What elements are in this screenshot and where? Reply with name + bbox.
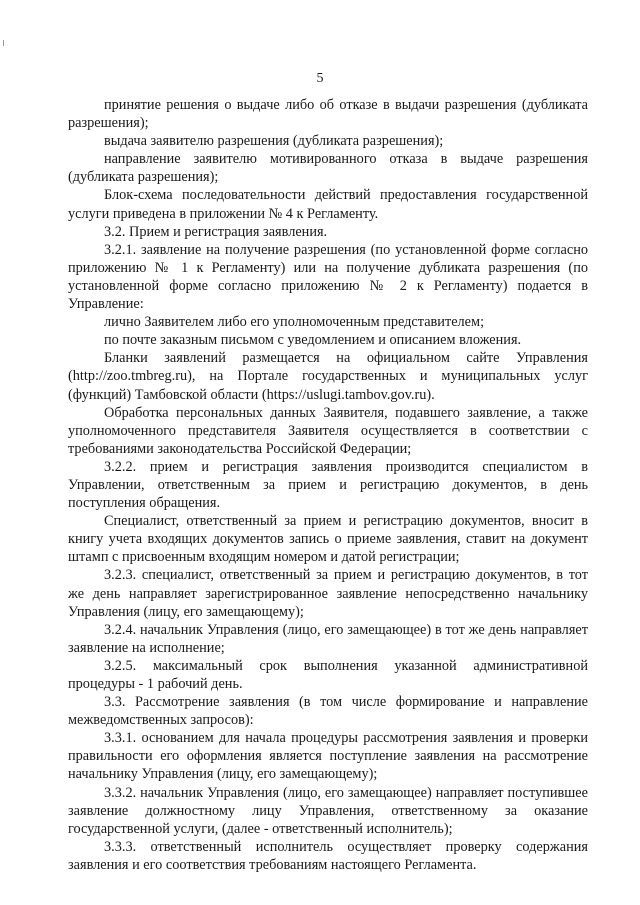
paragraph-personal-data: Обработка персональных данных Заявителя, подавшего заявление, а также уполномоченного представителя Заявителя осуществляется в соответствии с требованиями законодательства Российской Федерации; <box>68 404 588 457</box>
paragraph-issue-permit: выдача заявителю разрешения (дубликата разрешения); <box>104 133 444 150</box>
paragraph-3-2-1: 3.2.1. заявление на получение разрешения (по установленной форме согласно приложению № 1 к Регламенту) или на получение дубликата разрешения (по установленной форме согласно приложению № 2 к Регламенту) подается в Управление: <box>68 241 588 313</box>
paragraph-3-2-5: 3.2.5. максимальный срок выполнения указанной административной процедуры - 1 рабочий день. <box>68 657 588 692</box>
paragraph-flowchart: Блок-схема последовательности действий предоставления государственной услуги приведена в приложении № 4 к Регламенту. <box>68 187 588 222</box>
paragraph-specialist: Специалист, ответственный за прием и регистрацию документов, вносит в книгу учета входящих документов запись о приеме заявления, ставит на документ штамп с присвоенным входящим номером и датой регистрации; <box>68 513 588 566</box>
page-number: 5 <box>316 71 324 86</box>
paragraph-by-mail: по почте заказным письмом с уведомлением и описанием вложения. <box>104 332 522 349</box>
paragraph-3-3-1: 3.3.1. основанием для начала процедуры рассмотрения заявления и проверки правильности его оформления является поступление заявления на рассмотрение начальнику Управления (лицу, его замещающему); <box>68 730 588 783</box>
paragraph-refusal: направление заявителю мотивированного отказа в выдаче разрешения (дубликата разрешения); <box>68 151 588 186</box>
document-body <box>68 96 588 874</box>
scan-edge-mark <box>3 40 4 46</box>
paragraph-3-2-3: 3.2.3. специалист, ответственный за прием и регистрацию документов, в тот же день направляет зарегистрированное заявление непосредственно начальнику Управления (лицу, его замещающему); <box>68 567 588 620</box>
paragraph-3-3-2: 3.3.2. начальник Управления (лицо, его замещающее) направляет поступившее заявление должностному лицу Управления, ответственному за оказание государственной услуги, (далее - ответственный исполнитель); <box>68 784 588 837</box>
section-heading-3-2: 3.2. Прием и регистрация заявления. <box>104 223 328 240</box>
paragraph-forms: Бланки заявлений размещается на официальном сайте Управления (http://zoo.tmbreg.ru), на Портале государственных и муниципальных услуг (функций) Тамбовской области (https://uslugi.tambov.gov.ru). <box>68 350 588 403</box>
paragraph-decision: принятие решения о выдаче либо об отказе в выдачи разрешения (дубликата разрешения); <box>68 97 588 132</box>
paragraph-3-3-3: 3.3.3. ответственный исполнитель осуществляет проверку содержания заявления и его соответствия требованиям настоящего Регламента. <box>68 838 588 873</box>
paragraph-3-2-2: 3.2.2. прием и регистрация заявления производится специалистом в Управлении, ответственным за прием и регистрацию документов, в день поступления обращения. <box>68 458 588 512</box>
section-heading-3-3: 3.3. Рассмотрение заявления (в том числе формирование и направление межведомственных запросов): <box>68 694 588 729</box>
paragraph-in-person: лично Заявителем либо его уполномоченным представителем; <box>104 314 485 331</box>
paragraph-3-2-4: 3.2.4. начальник Управления (лицо, его замещающее) в тот же день направляет заявление на исполнение; <box>68 621 588 656</box>
